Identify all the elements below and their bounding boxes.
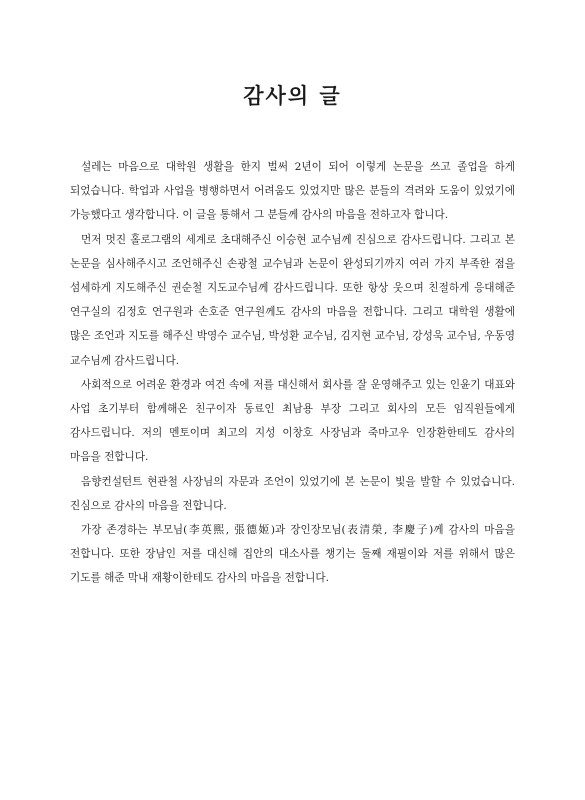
page-title: 감사의 글 — [243, 83, 342, 108]
paragraph-professors: 먼저 멋진 홀로그램의 세계로 초대해주신 이승현 교수님께 진심으로 감사드립니다. 그리고 본 논문을 심사해주시고 조언해주신 손광철 교수님과 논문이 완성되기까지 여러 가지 부족한 점을 섬세하게 지도해주신 권순철 지도교수님께 감사드립니다. 또한 항상 웃으며 친절하게 응대해준 연구실의 김정호 연구원과 손호준 연구원께도 감사의 마음을 전합니다. 그리고 대학원 생활에 많은 조언과 지도를 해주신 박영수 교수님, 박성환 교수님, 김지현 교수님, 강성욱 교수님, 우동영 교수님께 감사드립니다. — [70, 233, 515, 367]
paragraph-intro: 설레는 마음으로 대학원 생활을 한지 벌써 2년이 되어 이렇게 논문을 쓰고 졸업을 하게 되었습니다. 학업과 사업을 병행하면서 어려움도 있었지만 많은 분들의 격려와 도움이 있었기에 가능했다고 생각합니다. 이 글을 통해서 그 분들께 감사의 마음을 전하고자 합니다. — [70, 161, 515, 222]
acknowledgement-body — [70, 155, 515, 591]
paragraph-company: 사회적으로 어려운 환경과 여건 속에 저를 대신해서 회사를 잘 운영해주고 있는 인윤기 대표와 사업 초기부터 함께해온 친구이자 동료인 최남용 부장 그리고 회사의 모든 임직원들에게 감사드립니다. 저의 멘토이며 최고의 지성 이창호 사장님과 죽마고우 인장환한테도 감사의 마음을 전합니다. — [70, 378, 515, 464]
paragraph-family: 가장 존경하는 부모님(李英熙, 張德姬)과 장인장모님(表清榮, 李慶子)께 감사의 마음을 전합니다. 또한 장남인 저를 대신해 집안의 대소사를 챙기는 둘째 재필이와 저를 위해서 많은 기도를 해준 막내 재황이한테도 감사의 마음을 전합니다. — [70, 524, 515, 585]
paragraph-consultant: 음향컨설턴트 현관철 사장님의 자문과 조언이 있었기에 본 논문이 빛을 발할 수 있었습니다. 진심으로 감사의 마음을 전합니다. — [70, 475, 515, 512]
